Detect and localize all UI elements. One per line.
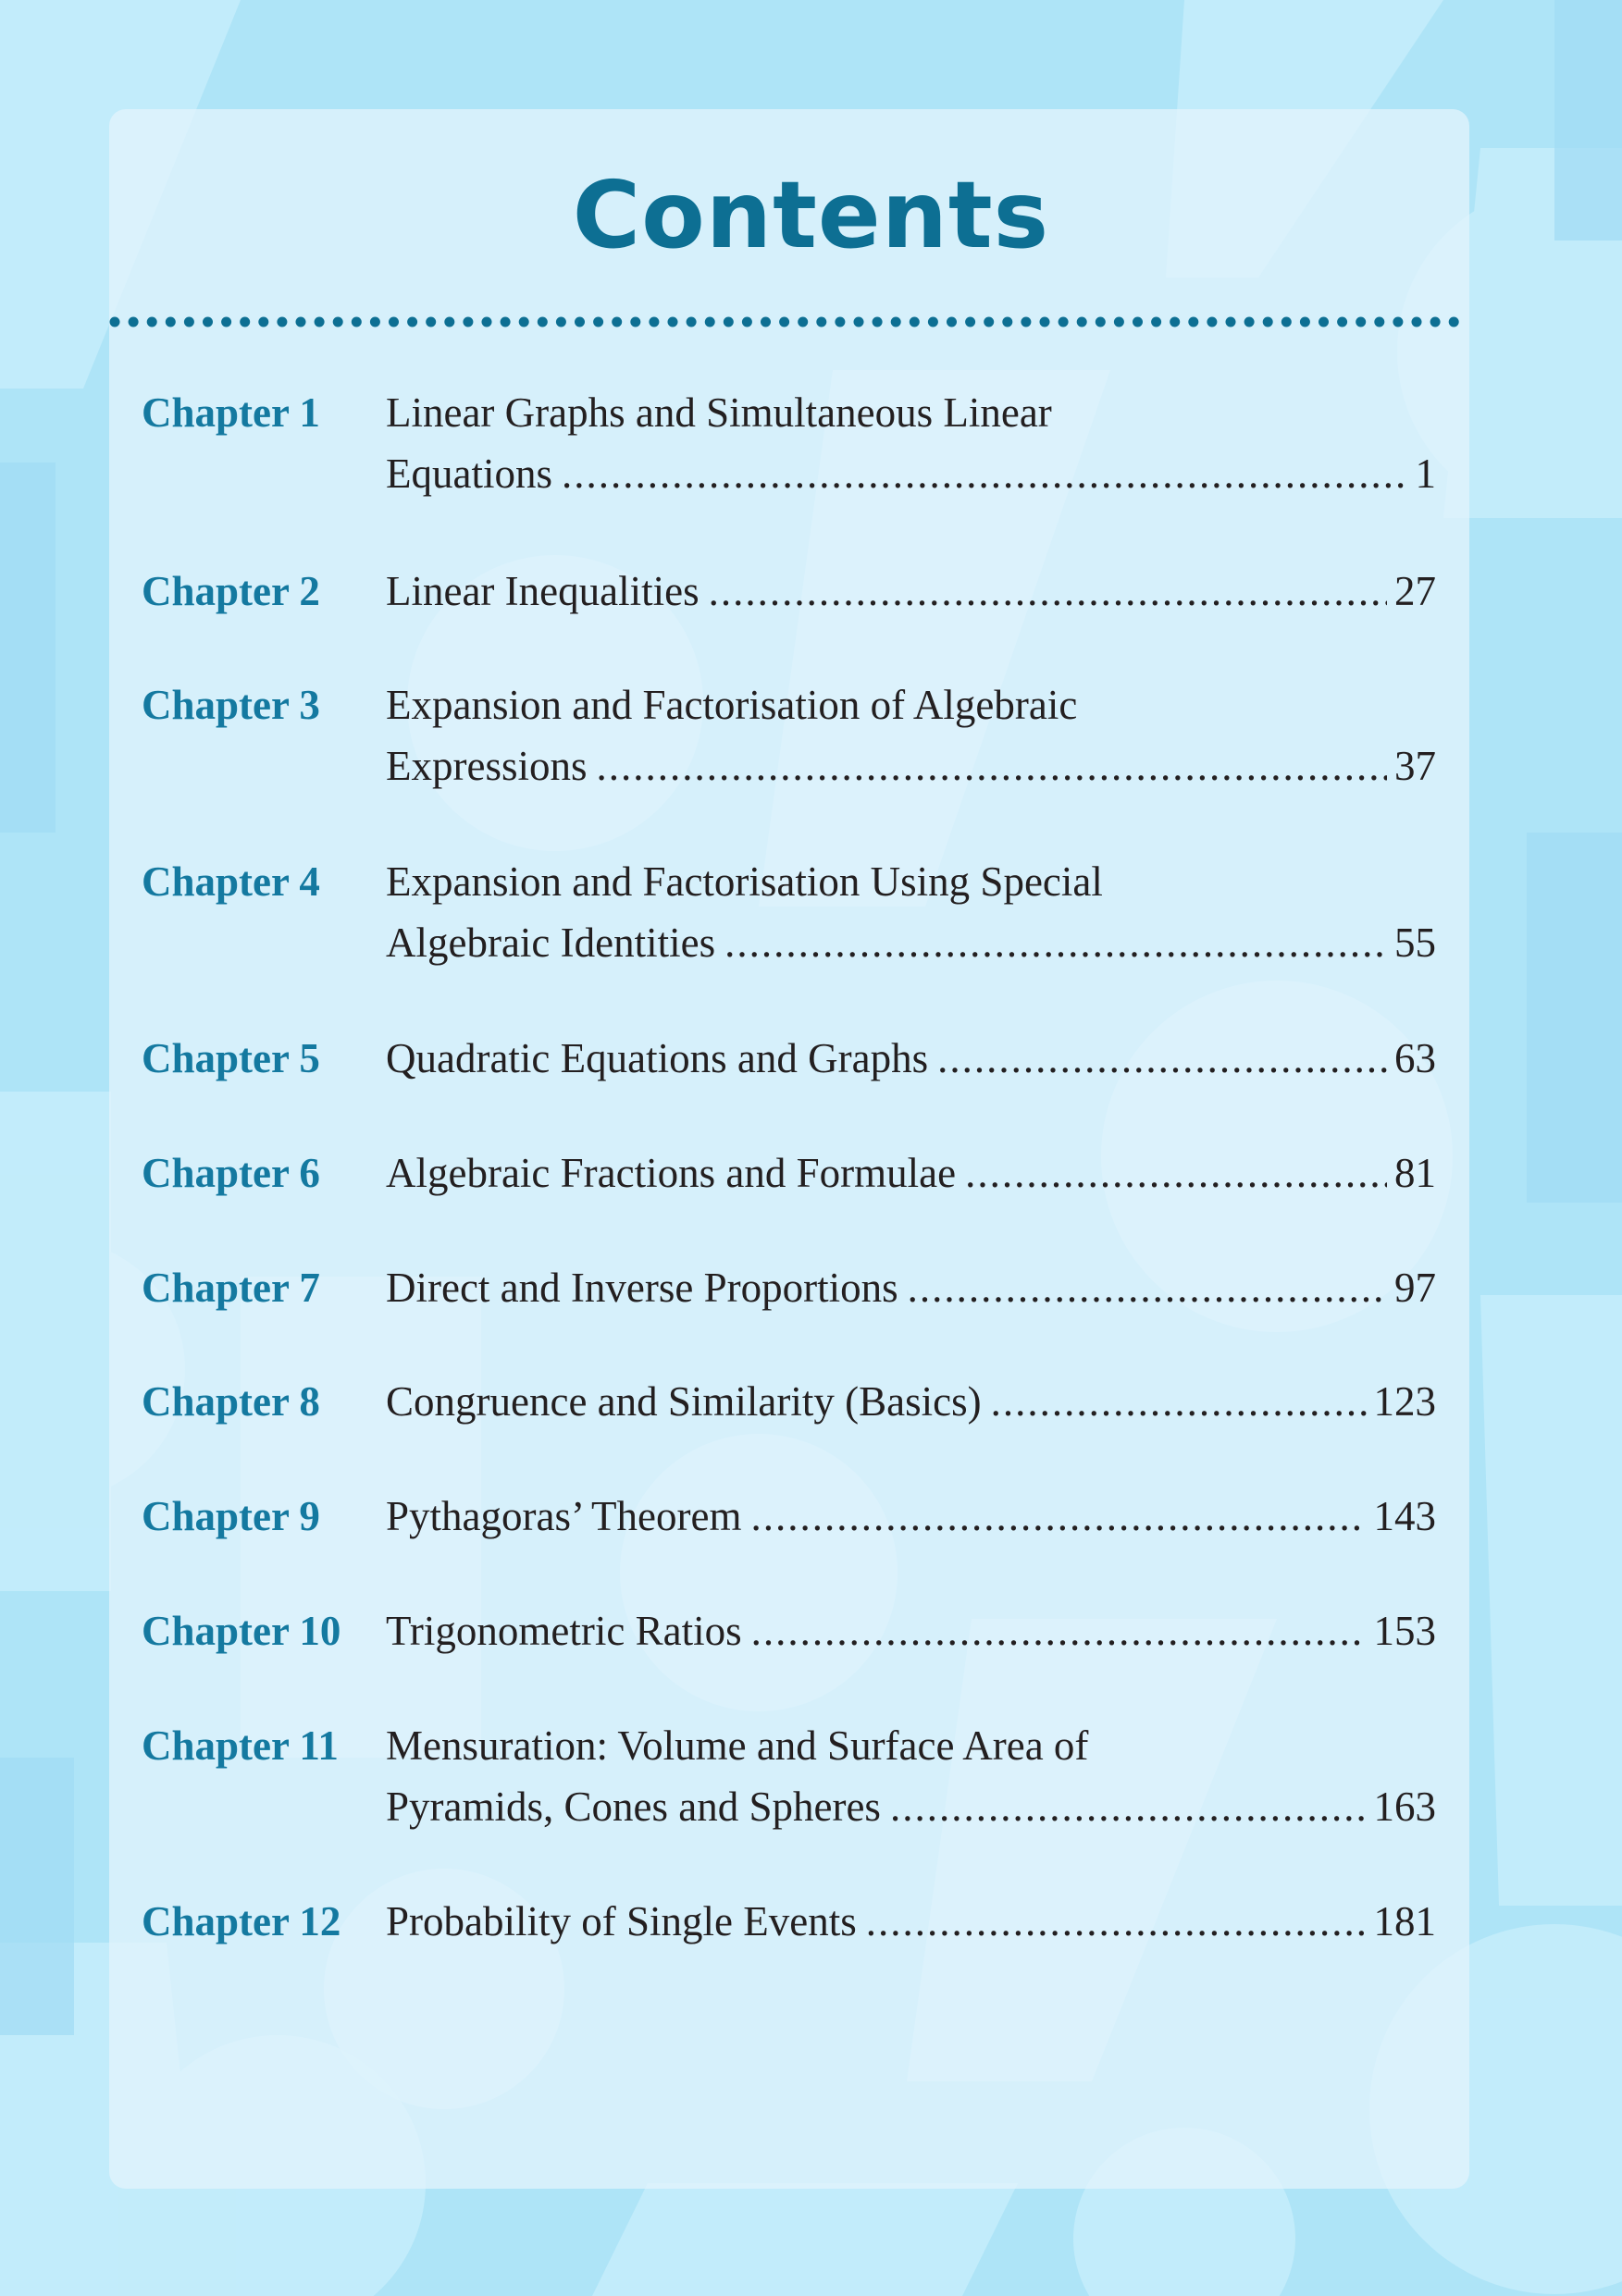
chapter-label: Chapter 6 (142, 1150, 320, 1196)
page-title: Contents (572, 161, 1050, 269)
chapter-title-line: Direct and Inverse Proportions (386, 1265, 898, 1311)
chapter-title (386, 1028, 1436, 1089)
dot-leader (709, 561, 1387, 622)
chapter-title-line: Mensuration: Volume and Surface Area of (386, 1722, 1089, 1769)
chapter-title-line: Trigonometric Ratios (386, 1608, 742, 1654)
chapter-title (386, 382, 1436, 504)
chapter-title-line: Algebraic Fractions and Formulae (386, 1150, 957, 1196)
dot-leader (890, 1776, 1367, 1837)
dot-leader (597, 735, 1388, 796)
page-number: 123 (1373, 1378, 1436, 1425)
chapter-label: Chapter 1 (142, 389, 320, 436)
chapter-title-line: Expansion and Factorisation Using Special (386, 858, 1103, 905)
chapter-label: Chapter 8 (142, 1378, 320, 1425)
chapter-title-line: Linear Graphs and Simultaneous Linear (386, 389, 1052, 436)
chapter-title-line: Linear Inequalities (386, 568, 700, 614)
chapter-title-line: Pyramids, Cones and Spheres (386, 1784, 881, 1830)
chapter-label: Chapter 4 (142, 858, 320, 905)
page-number: 1 (1415, 451, 1436, 497)
page-number: 153 (1373, 1608, 1436, 1654)
page-number: 163 (1373, 1784, 1436, 1830)
page-number: 181 (1373, 1898, 1436, 1944)
chapter-title-line: Quadratic Equations and Graphs (386, 1035, 929, 1081)
chapter-title (386, 674, 1436, 796)
chapter-title (386, 561, 1436, 622)
dot-leader (908, 1257, 1387, 1318)
chapter-label: Chapter 7 (142, 1265, 320, 1311)
chapter-label: Chapter 11 (142, 1722, 339, 1769)
chapter-title (386, 851, 1436, 973)
chapter-title (386, 1142, 1436, 1204)
chapter-label: Chapter 5 (142, 1035, 320, 1081)
dot-leader (562, 443, 1408, 504)
dot-leader (866, 1891, 1367, 1952)
page-number: 97 (1394, 1265, 1436, 1311)
page-number: 55 (1394, 920, 1436, 966)
chapter-title-line: Congruence and Similarity (Basics) (386, 1378, 982, 1425)
chapter-title (386, 1257, 1436, 1318)
chapter-title (386, 1715, 1436, 1837)
page-number: 37 (1394, 743, 1436, 789)
dot-leader (965, 1142, 1387, 1204)
chapter-title-line: Pythagoras’ Theorem (386, 1493, 742, 1539)
chapter-title (386, 1486, 1436, 1547)
page-number: 81 (1394, 1150, 1436, 1196)
chapter-title (386, 1891, 1436, 1952)
chapter-title (386, 1600, 1436, 1661)
dot-leader (750, 1486, 1366, 1547)
chapter-label: Chapter 9 (142, 1493, 320, 1539)
chapter-label: Chapter 3 (142, 682, 320, 728)
page-number: 143 (1373, 1493, 1436, 1539)
dot-leader (724, 912, 1387, 973)
dot-leader (937, 1028, 1387, 1089)
chapter-title-line: Expansion and Factorisation of Algebraic (386, 682, 1078, 728)
chapter-label: Chapter 2 (142, 568, 320, 614)
chapter-title-line: Equations (386, 451, 552, 497)
chapter-title-line: Expressions (386, 743, 588, 789)
chapter-label: Chapter 10 (142, 1608, 341, 1654)
chapter-label: Chapter 12 (142, 1898, 341, 1944)
page-number: 63 (1394, 1035, 1436, 1081)
dot-leader (751, 1600, 1367, 1661)
chapter-title (386, 1371, 1436, 1432)
chapter-title-line: Probability of Single Events (386, 1898, 857, 1944)
dot-leader (991, 1371, 1367, 1432)
chapter-title-line: Algebraic Identities (386, 920, 716, 966)
page-number: 27 (1394, 568, 1436, 614)
